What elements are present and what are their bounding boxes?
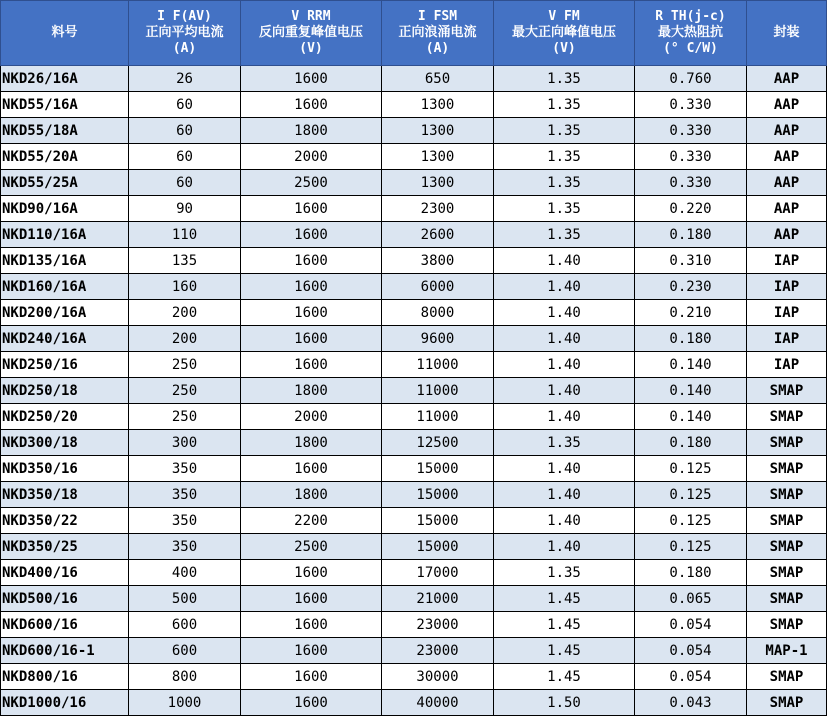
cell-forward-peak-voltage: 1.40 [494,326,635,352]
cell-surge-current: 23000 [382,638,494,664]
cell-forward-peak-voltage: 1.40 [494,404,635,430]
cell-part-number: NKD500/16 [1,586,129,612]
table-row [1,378,827,404]
cell-forward-peak-voltage: 1.35 [494,144,635,170]
table-row [1,430,827,456]
cell-forward-avg-current: 250 [129,378,241,404]
cell-part-number: NKD160/16A [1,274,129,300]
cell-forward-avg-current: 500 [129,586,241,612]
cell-forward-peak-voltage: 1.40 [494,300,635,326]
header-package: 封装 [747,1,827,66]
cell-surge-current: 3800 [382,248,494,274]
table-row [1,248,827,274]
cell-forward-avg-current: 800 [129,664,241,690]
cell-surge-current: 1300 [382,170,494,196]
table-row [1,690,827,716]
cell-reverse-voltage: 1600 [241,352,382,378]
cell-reverse-voltage: 1600 [241,560,382,586]
cell-thermal-resistance: 0.330 [635,170,747,196]
cell-thermal-resistance: 0.054 [635,664,747,690]
cell-part-number: NKD250/16 [1,352,129,378]
cell-reverse-voltage: 1600 [241,92,382,118]
cell-reverse-voltage: 2200 [241,508,382,534]
table-row [1,66,827,92]
cell-forward-avg-current: 110 [129,222,241,248]
cell-forward-avg-current: 350 [129,534,241,560]
cell-package: SMAP [747,508,827,534]
cell-package: AAP [747,144,827,170]
cell-package: IAP [747,352,827,378]
cell-reverse-voltage: 1600 [241,664,382,690]
cell-part-number: NKD350/16 [1,456,129,482]
cell-package: AAP [747,170,827,196]
cell-surge-current: 12500 [382,430,494,456]
header-forward-avg-current: I F(AV) 正向平均电流 (A) [129,1,241,66]
cell-part-number: NKD110/16A [1,222,129,248]
cell-forward-peak-voltage: 1.35 [494,430,635,456]
cell-forward-peak-voltage: 1.50 [494,690,635,716]
cell-package: SMAP [747,586,827,612]
cell-thermal-resistance: 0.125 [635,456,747,482]
cell-part-number: NKD600/16-1 [1,638,129,664]
cell-surge-current: 11000 [382,352,494,378]
cell-reverse-voltage: 1600 [241,196,382,222]
table-row [1,274,827,300]
table-row [1,664,827,690]
header-part-number: 料号 [1,1,129,66]
cell-thermal-resistance: 0.230 [635,274,747,300]
cell-thermal-resistance: 0.065 [635,586,747,612]
cell-forward-avg-current: 350 [129,482,241,508]
table-body [1,66,827,716]
cell-forward-avg-current: 135 [129,248,241,274]
table-row [1,326,827,352]
cell-forward-avg-current: 160 [129,274,241,300]
cell-surge-current: 2600 [382,222,494,248]
cell-package: SMAP [747,404,827,430]
cell-package: AAP [747,118,827,144]
cell-surge-current: 1300 [382,92,494,118]
cell-part-number: NKD55/18A [1,118,129,144]
cell-forward-peak-voltage: 1.40 [494,248,635,274]
cell-surge-current: 15000 [382,534,494,560]
cell-surge-current: 650 [382,66,494,92]
cell-part-number: NKD1000/16 [1,690,129,716]
cell-part-number: NKD55/20A [1,144,129,170]
cell-part-number: NKD250/20 [1,404,129,430]
cell-forward-peak-voltage: 1.40 [494,352,635,378]
cell-forward-avg-current: 250 [129,352,241,378]
cell-forward-avg-current: 26 [129,66,241,92]
cell-surge-current: 1300 [382,144,494,170]
cell-forward-avg-current: 200 [129,326,241,352]
cell-forward-peak-voltage: 1.45 [494,612,635,638]
cell-package: AAP [747,66,827,92]
cell-forward-avg-current: 60 [129,144,241,170]
cell-thermal-resistance: 0.210 [635,300,747,326]
cell-reverse-voltage: 1800 [241,430,382,456]
cell-reverse-voltage: 2000 [241,404,382,430]
cell-thermal-resistance: 0.330 [635,144,747,170]
cell-thermal-resistance: 0.140 [635,404,747,430]
header-thermal-resistance: R TH(j-c) 最大热阻抗 (° C/W) [635,1,747,66]
cell-thermal-resistance: 0.180 [635,326,747,352]
cell-part-number: NKD350/25 [1,534,129,560]
table-row [1,222,827,248]
cell-part-number: NKD135/16A [1,248,129,274]
cell-surge-current: 11000 [382,404,494,430]
header-reverse-repetitive-voltage: V RRM 反向重复峰值电压 (V) [241,1,382,66]
cell-forward-peak-voltage: 1.40 [494,508,635,534]
table-row [1,92,827,118]
cell-thermal-resistance: 0.180 [635,222,747,248]
cell-part-number: NKD350/22 [1,508,129,534]
cell-reverse-voltage: 2500 [241,170,382,196]
cell-package: SMAP [747,690,827,716]
cell-forward-peak-voltage: 1.35 [494,170,635,196]
header-row [1,1,827,66]
cell-forward-peak-voltage: 1.45 [494,586,635,612]
cell-forward-peak-voltage: 1.40 [494,378,635,404]
cell-reverse-voltage: 1600 [241,248,382,274]
table-row [1,144,827,170]
cell-forward-avg-current: 90 [129,196,241,222]
header-forward-peak-voltage: V FM 最大正向峰值电压 (V) [494,1,635,66]
cell-thermal-resistance: 0.140 [635,352,747,378]
cell-package: SMAP [747,560,827,586]
cell-part-number: NKD400/16 [1,560,129,586]
cell-forward-peak-voltage: 1.45 [494,664,635,690]
cell-reverse-voltage: 1600 [241,274,382,300]
cell-forward-peak-voltage: 1.35 [494,222,635,248]
table-row [1,456,827,482]
cell-forward-peak-voltage: 1.40 [494,534,635,560]
cell-forward-avg-current: 60 [129,118,241,144]
cell-forward-peak-voltage: 1.45 [494,638,635,664]
table-row [1,534,827,560]
cell-thermal-resistance: 0.330 [635,118,747,144]
cell-surge-current: 40000 [382,690,494,716]
cell-thermal-resistance: 0.760 [635,66,747,92]
cell-package: SMAP [747,482,827,508]
cell-package: AAP [747,222,827,248]
cell-forward-peak-voltage: 1.40 [494,274,635,300]
cell-thermal-resistance: 0.054 [635,638,747,664]
cell-forward-avg-current: 1000 [129,690,241,716]
cell-reverse-voltage: 1600 [241,222,382,248]
cell-surge-current: 2300 [382,196,494,222]
cell-package: SMAP [747,612,827,638]
cell-package: IAP [747,274,827,300]
cell-package: SMAP [747,456,827,482]
cell-forward-avg-current: 350 [129,456,241,482]
cell-forward-avg-current: 300 [129,430,241,456]
cell-forward-avg-current: 400 [129,560,241,586]
cell-surge-current: 15000 [382,482,494,508]
cell-surge-current: 23000 [382,612,494,638]
cell-forward-peak-voltage: 1.35 [494,118,635,144]
cell-thermal-resistance: 0.125 [635,534,747,560]
cell-surge-current: 6000 [382,274,494,300]
cell-part-number: NKD300/18 [1,430,129,456]
cell-package: SMAP [747,378,827,404]
cell-reverse-voltage: 1600 [241,586,382,612]
table-row [1,638,827,664]
cell-surge-current: 8000 [382,300,494,326]
table-row [1,586,827,612]
cell-forward-avg-current: 60 [129,170,241,196]
cell-package: IAP [747,300,827,326]
cell-package: IAP [747,326,827,352]
cell-part-number: NKD250/18 [1,378,129,404]
table-row [1,196,827,222]
table-header [1,1,827,66]
cell-thermal-resistance: 0.140 [635,378,747,404]
cell-forward-avg-current: 600 [129,638,241,664]
table-row [1,300,827,326]
cell-forward-peak-voltage: 1.35 [494,66,635,92]
cell-package: AAP [747,92,827,118]
cell-part-number: NKD800/16 [1,664,129,690]
cell-thermal-resistance: 0.180 [635,560,747,586]
cell-thermal-resistance: 0.220 [635,196,747,222]
cell-reverse-voltage: 2500 [241,534,382,560]
cell-part-number: NKD240/16A [1,326,129,352]
cell-thermal-resistance: 0.310 [635,248,747,274]
cell-forward-avg-current: 250 [129,404,241,430]
cell-forward-peak-voltage: 1.35 [494,92,635,118]
table-row [1,508,827,534]
cell-forward-peak-voltage: 1.40 [494,456,635,482]
cell-package: MAP-1 [747,638,827,664]
cell-reverse-voltage: 1600 [241,300,382,326]
cell-reverse-voltage: 1800 [241,118,382,144]
cell-part-number: NKD55/25A [1,170,129,196]
cell-reverse-voltage: 1600 [241,66,382,92]
cell-reverse-voltage: 1600 [241,612,382,638]
table-row [1,404,827,430]
table-row [1,560,827,586]
cell-part-number: NKD350/18 [1,482,129,508]
cell-package: SMAP [747,664,827,690]
header-surge-current: I FSM 正向浪涌电流 (A) [382,1,494,66]
cell-package: SMAP [747,534,827,560]
cell-thermal-resistance: 0.125 [635,482,747,508]
cell-surge-current: 15000 [382,508,494,534]
cell-package: SMAP [747,430,827,456]
cell-reverse-voltage: 1800 [241,482,382,508]
cell-surge-current: 1300 [382,118,494,144]
cell-surge-current: 30000 [382,664,494,690]
cell-forward-peak-voltage: 1.35 [494,196,635,222]
cell-package: IAP [747,248,827,274]
cell-surge-current: 17000 [382,560,494,586]
cell-reverse-voltage: 1600 [241,690,382,716]
cell-surge-current: 15000 [382,456,494,482]
table-row [1,352,827,378]
cell-part-number: NKD26/16A [1,66,129,92]
cell-reverse-voltage: 1600 [241,638,382,664]
cell-forward-avg-current: 60 [129,92,241,118]
cell-reverse-voltage: 1600 [241,326,382,352]
cell-thermal-resistance: 0.125 [635,508,747,534]
table-row [1,612,827,638]
cell-forward-avg-current: 600 [129,612,241,638]
cell-forward-avg-current: 350 [129,508,241,534]
cell-forward-peak-voltage: 1.35 [494,560,635,586]
cell-part-number: NKD90/16A [1,196,129,222]
cell-forward-peak-voltage: 1.40 [494,482,635,508]
cell-thermal-resistance: 0.054 [635,612,747,638]
cell-thermal-resistance: 0.330 [635,92,747,118]
cell-package: AAP [747,196,827,222]
cell-part-number: NKD200/16A [1,300,129,326]
table-row [1,118,827,144]
cell-thermal-resistance: 0.180 [635,430,747,456]
table-row [1,170,827,196]
cell-reverse-voltage: 1600 [241,456,382,482]
cell-surge-current: 9600 [382,326,494,352]
cell-surge-current: 21000 [382,586,494,612]
cell-surge-current: 11000 [382,378,494,404]
cell-reverse-voltage: 2000 [241,144,382,170]
cell-forward-avg-current: 200 [129,300,241,326]
cell-thermal-resistance: 0.043 [635,690,747,716]
cell-part-number: NKD55/16A [1,92,129,118]
cell-reverse-voltage: 1800 [241,378,382,404]
cell-part-number: NKD600/16 [1,612,129,638]
table-row [1,482,827,508]
